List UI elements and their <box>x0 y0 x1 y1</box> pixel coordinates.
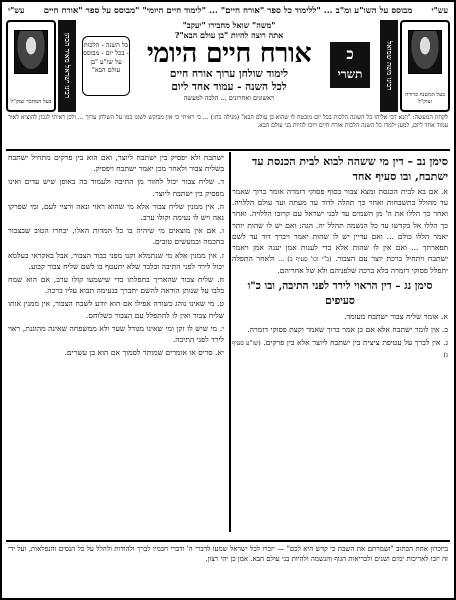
seif-text: ולאחר התפלה יתפלל פסוקי דזמרה בלא ברכה שלפניהם ולא של אחריהם. <box>232 254 448 276</box>
date-box <box>330 42 370 88</box>
seif-text: א. אם בא לבית הכנסת ומצא צבור בסוף פסוקי דזמרה אומר ברוך שאמר עד מהולל בתשבחות ואחר כך תהלה לדוד עד מעתה ועד עולם הללויה. ואחר כך הללו את ה' מן השמים עד לבני ישראל עם קרובו הללויה. ואחר כך הללו אל בקדשו עד כל הנשמה תהלל יה. הגה: ואם יש לו שהות יותר יאמר הללו כולם ... ואם עדיין יש לו שהות יאמר ויברך דוד עד לשם תפארתך ... ואם אין לו שהות אלא כדי לענות אמן יענה אמן ויאמר ישתבח ויתחיל ברכת יוצר עם הצבור. <box>232 187 448 264</box>
footer-divider <box>6 540 450 542</box>
siman-52-title: סימן נב – דין מי ששהה לבוא לבית הכנסת עד ישתבח, ובו סעיף אחד <box>251 155 448 183</box>
seif-paragraph <box>232 186 448 277</box>
mashe-line: "משה" שואל מחבירו "יעקב" <box>182 20 276 30</box>
seif-note: (ב"י וכו' סעיף ב) ... <box>278 256 332 264</box>
seif-paragraph: ב. אין לומר ישתבח אלא אם כן אמר ברוך שאמר וקצת פסוקי דזמרה. <box>247 324 448 334</box>
header-note: ראשונים ואחרונים ... הלכה למעשה <box>183 94 275 102</box>
header-center <box>134 20 324 103</box>
atah-line: אתה רוצה להיות "בן עולם הבא"? <box>174 30 284 40</box>
page-header <box>2 2 454 150</box>
column-divider <box>229 152 231 532</box>
seif-paragraph: ו. אם אין מוצאים מי שיהיה בו כל המדות האלו, יבחרו הטוב שבצבור בחכמה ובמעשים טובים. <box>8 226 224 247</box>
seif-paragraph: י. מי שיש לו זקן ומי שאינו מגודל שער ולא ממשפחה שאינה מהוגנת, ראוי לירד לפני התיבה. <box>8 323 224 345</box>
seif-paragraph: ה. אין ממנין שליח צבור אלא מי שהוא ראוי ונאה ורצוי לעם, ומי שפרקו נאה ויש לו נעימה וקולו ערב. <box>8 201 224 223</box>
date-month: תשרי <box>337 67 363 81</box>
rabbi-portrait-left <box>14 30 48 74</box>
siman-53-title: סימן נג – דין הראוי לירד לפני התיבה, ובו כ"ו סעיפים <box>247 279 433 307</box>
portrait-scroll-right <box>400 20 450 112</box>
rabbi-portrait-right <box>408 30 442 74</box>
info-sidebox: כל השנה - הלכות - בכל יום - מבוסס על שו"ע "בן עולם הבא" <box>82 36 130 96</box>
seif-paragraph: ישתבח ולא יפסיק בין ישתבח ליוצר, ואם הוא בין פרקים מתחיל ישתבח בשליח צבור ולאחר מכן יאמר ישתבח ויפסיק. <box>8 153 224 174</box>
seif-paragraph: ט. מי שאינו נוהג כשורה אפילו אם הוא יודע לשבח הצבור, אין ממנין אותו שליח צבור ואין לו להתפלל עם הצבור כשלוחם. <box>8 299 224 320</box>
header-topline <box>8 5 448 19</box>
footer-paragraph: ביזכרון אחת הכתוב "ושמרתם את השבת כי קדש היא לכם" — יזכרו לכל ישראל שמעו לדברי ה' ודברי חכמיו לברך ולהודות ולהלל על כל הנסים והנפלאות, ועל ידי זה יזכו לאריכות ימים ושנים ולבריאות הגוף והנשמה ולהיות בני עולם הבא. אמן כן יהי רצון. <box>8 545 448 563</box>
page-subtitle: לימוד שולחן ערוך אורח חיים <box>169 68 289 80</box>
edition-mark-right: עש"י <box>431 5 448 15</box>
portrait-caption-right: בעל המשנה ברורה זצוק"ל <box>405 92 445 106</box>
text-columns <box>8 152 448 532</box>
page-subtitle-2: לכל השנה - עמוד אחד ליום <box>171 81 287 93</box>
seif-paragraph: יא. סריס או אומרים שמותר לסמוך אם הוא בן עשרים. <box>64 348 224 358</box>
vertical-band-left: רבינו ישראל מאיר הכהן <box>58 20 76 112</box>
header-topline-text: מבוסס על השו"ע ומ"ב ... "ללימוד כל ספר "אורח חיים" ... "לימוד חיים היומי" "מבוסס על ספר "אורח חיים <box>43 6 413 16</box>
right-column <box>232 152 448 532</box>
seif-paragraph: א. אומר שליח צבור ישתבח מעומד. <box>344 311 448 321</box>
intro-paragraph: לקחת המעשה: "תנא דבי אליהו כל השונה הלכות בכל יום מובטח לו שהוא בן עולם הבא" (מגילה כח:) ... כי ראיתי כי אין מבוקש לשונו כמו על השלחן ערוך ... ולכן ראיתי לנכון להוציא לאור עמוד אחד ליום, למען ילמדו כל השנה הלכות אורח חיים ויזכו להיות בני עולם הבא. <box>8 114 448 129</box>
vertical-band-right: רבינו משה שמואל <box>380 20 398 112</box>
portrait-scroll-left <box>6 20 56 112</box>
seif-note: (שו"ע סעיף ג) <box>232 340 448 360</box>
left-column <box>8 152 224 532</box>
seif-paragraph: ח. שליח צבור שהאריך בתפלתו כדי שישמעו קולו ערב, אם הוא שמח בלבו על שנותן הודאה להשם יתברך בנעימה תבוא עליו ברכה. <box>8 275 224 296</box>
header-divider <box>6 149 450 151</box>
date-day: כ <box>346 45 354 63</box>
page-title: אורח חיים היומי <box>146 38 312 69</box>
seif-paragraph: ד. שליח צבור יכול לחזור מן התיבה ולעמוד בה באופן שיש עדים ואינו מפסיק בין ישתבח ליוצר. <box>8 177 224 198</box>
portrait-caption-left: בעל המחבר זצוק"ל <box>10 99 52 106</box>
edition-mark-left: עש"י <box>8 5 25 15</box>
seif-text: ג. אין לברך על עטיפת ציצית בין ישתבח ליוצר אלא בין פרקים. <box>263 338 449 348</box>
seif-paragraph: ז. אין ממנין אלא מי שנתמלא זקנו מפני כבוד הצבור, אבל באקראי בעלמא יכול לירד לפני התיבה ובלבד שלא יתעטף בו לשם שליח צבור קבוע. <box>8 250 224 271</box>
seif-paragraph <box>232 337 448 361</box>
